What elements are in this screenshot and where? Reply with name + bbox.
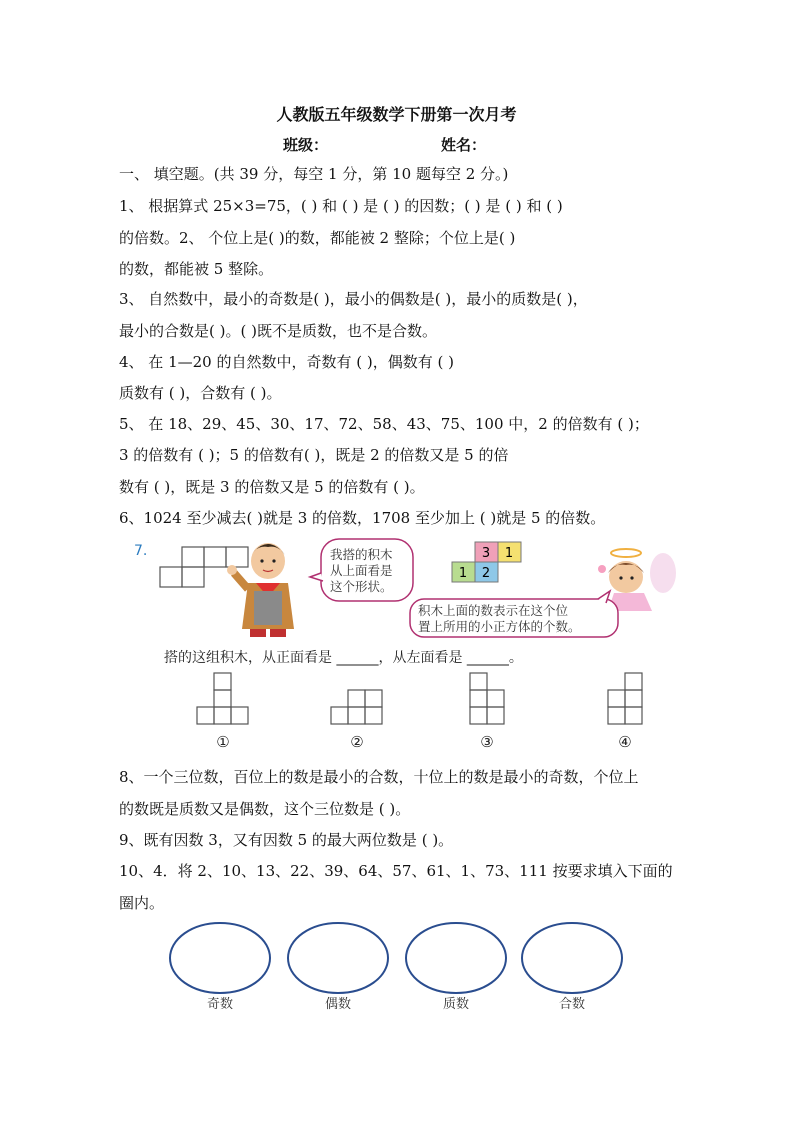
circle-label: 偶数 (324, 997, 352, 1012)
question-line: 的数，都能被 5 整除。 (119, 260, 274, 278)
question-7-figure (118, 533, 678, 763)
even-number-circle (288, 923, 388, 993)
boy-speech-line: 这个形状。 (330, 579, 393, 594)
option-label: ④ (618, 733, 632, 751)
option-label: ② (350, 733, 364, 751)
name-label: 姓名： (441, 136, 487, 154)
question-line: 圈内。 (119, 894, 165, 912)
number-grid (452, 542, 521, 582)
girl-speech-line: 积木上面的数表示在这个位 (418, 603, 569, 618)
girl-speech-line: 置上所用的小正方体的个数。 (418, 619, 581, 634)
circle-label: 奇数 (206, 997, 234, 1012)
grid-number: 1 (504, 546, 514, 561)
circle-label: 合数 (558, 997, 586, 1012)
class-label: 班级： (283, 136, 329, 154)
grid-number: 2 (481, 566, 491, 581)
question-line: 3 的倍数有 ( )；5 的倍数有( )，既是 2 的倍数又是 5 的倍 (119, 446, 509, 464)
boy-speech-bubble (310, 539, 413, 601)
option-label: ① (216, 733, 230, 751)
question-line: 5、 在 18、29、45、30、17、72、58、43、75、100 中，2 的倍数有 ( )； (119, 415, 649, 433)
option-shape-4 (608, 673, 642, 724)
option-label: ③ (480, 733, 494, 751)
question-line: 3、 自然数中，最小的奇数是( )，最小的偶数是( )，最小的质数是( )， (119, 290, 588, 308)
option-shape-2 (331, 690, 382, 724)
boy-speech-line: 从上面看是 (330, 563, 393, 578)
question-line: 1、 根据算式 25×3=75，( ) 和 ( ) 是 ( ) 的因数；( ) 是 ( ) 和 ( ) (119, 197, 563, 215)
question-line: 最小的合数是( )。( )既不是质数，也不是合数。 (119, 322, 437, 340)
q7-question: 搭的这组积木，从正面看是 ______，从左面看是 ______。 (164, 650, 523, 666)
grid-number: 1 (458, 566, 468, 581)
classification-circles (160, 920, 640, 1020)
boy-illustration (227, 543, 294, 637)
option-shape-3 (470, 673, 504, 724)
option-shape-1 (197, 673, 248, 724)
question-line: 的数既是质数又是偶数，这个三位数是 ( )。 (119, 800, 411, 818)
q7-number: 7. (134, 543, 148, 559)
question-line: 10、4．将 2、10、13、22、39、64、57、61、1、73、111 按要求填入下面的 (119, 862, 673, 880)
page-title: 人教版五年级数学下册第一次月考 (276, 105, 517, 124)
question-line: 9、既有因数 3，又有因数 5 的最大两位数是 ( )。 (119, 831, 454, 849)
girl-speech-bubble (410, 591, 618, 637)
prime-number-circle (406, 923, 506, 993)
circle-label: 质数 (442, 997, 470, 1012)
grid-number: 3 (481, 546, 491, 561)
question-line: 4、 在 1—20 的自然数中，奇数有 ( )，偶数有 ( ) (119, 353, 454, 371)
composite-number-circle (522, 923, 622, 993)
question-line: 的倍数。2、 个位上是( )的数，都能被 2 整除；个位上是( ) (119, 229, 516, 247)
boy-speech-line: 我搭的积木 (330, 547, 393, 562)
question-line: 8、一个三位数，百位上的数是最小的合数，十位上的数是最小的奇数，个位上 (119, 768, 639, 786)
odd-number-circle (170, 923, 270, 993)
section-heading: 一、 填空题。(共 39 分，每空 1 分，第 10 题每空 2 分。) (119, 165, 509, 183)
question-line: 6、1024 至少减去( )就是 3 的倍数，1708 至少加上 ( )就是 5 的倍数。 (119, 509, 606, 527)
question-line: 数有 ( )，既是 3 的倍数又是 5 的倍数有 ( )。 (119, 478, 425, 496)
question-line: 质数有 ( )，合数有 ( )。 (119, 384, 282, 402)
